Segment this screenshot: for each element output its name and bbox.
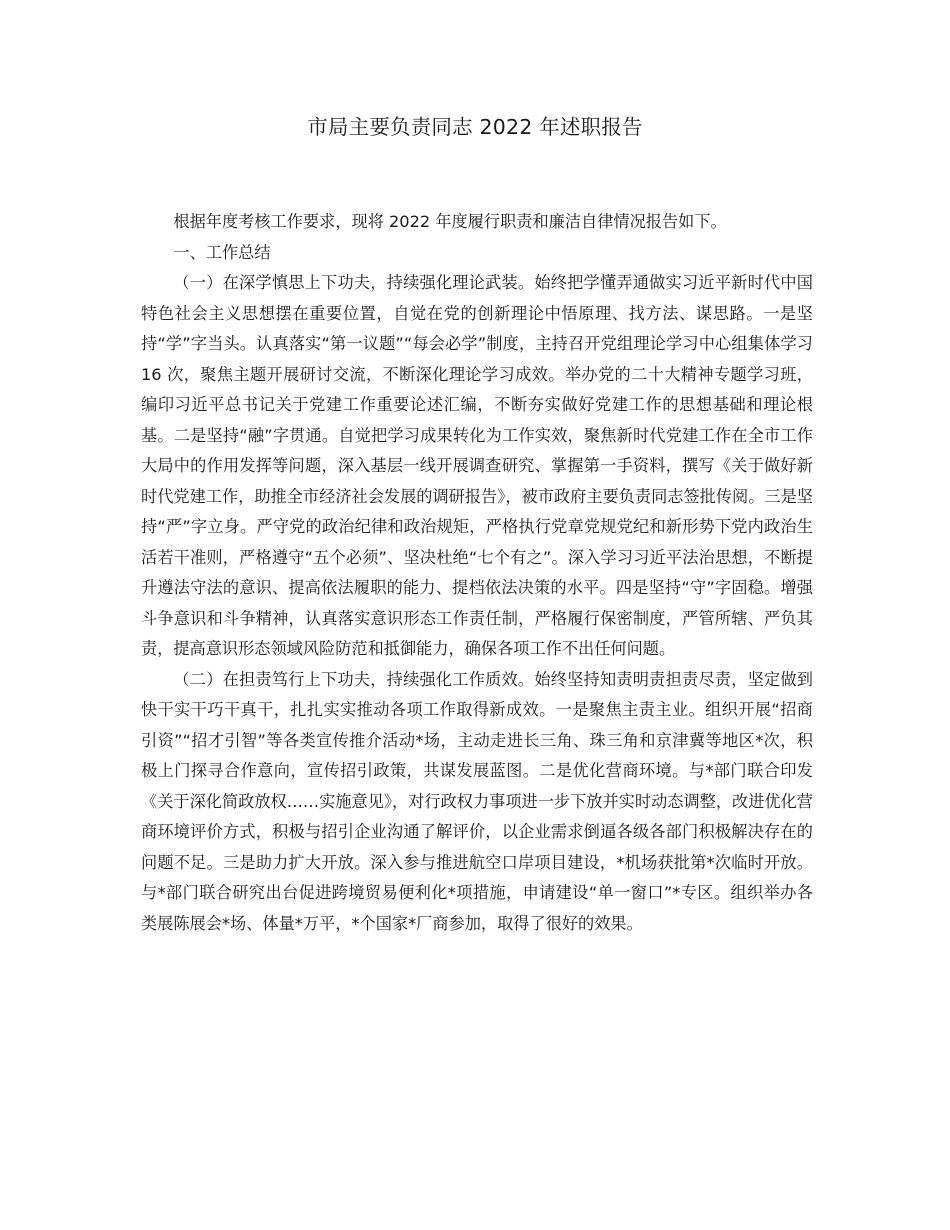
intro-paragraph: 根据年度考核工作要求，现将 2022 年度履行职责和廉洁自律情况报告如下。 bbox=[173, 212, 727, 231]
body-paragraph-part-2: （二）在担责笃行上下功夫，持续强化工作质效。始终坚持知责明责担责尽责，坚定做到快干实干巧干真干，扎扎实实推动各项工作取得新成效。一是聚焦主责主业。组织开展“招商引资”“招才引智”等各类宣传推介活动*场，主动走进长三角、珠三角和京津冀等地区*次，积极上门探寻合作意向，宣传招引政策，共谋发展蓝图。二是优化营商环境。与*部门联合印发《关于深化简政放权……实施意见》，对行政权力事项进一步下放并实时动态调整，改进优化营商环境评价方式，积极与招引企业沟通了解评价，以企业需求倒逼各级各部门积极解决存在的问题不足。三是助力扩大开放。深入参与推进航空口岸项目建设，*机场获批第*次临时开放。与*部门联合研究出台促进跨境贸易便利化*项措施，申请建设“单一窗口”*专区。组织举办各类展陈展会*场、体量*万平，*个国家*厂商参加，取得了很好的效果。 bbox=[141, 669, 813, 933]
body-paragraph-part-1: （一）在深学慎思上下功夫，持续强化理论武装。始终把学懂弄通做实习近平新时代中国特色社会主义思想摆在重要位置，自觉在党的创新理论中悟原理、找方法、谋思路。一是坚持“学”字当头。认真落实“第一议题”“每会必学”制度，主持召开党组理论学习中心组集体学习 16 次，聚焦主题开展研讨交流，不断深化理论学习成效。举办党的二十大精神专题学习班，编印习近平总书记关于党建工作重要论述汇编，不断夯实做好党建工作的思想基础和理论根基。二是坚持“融”字贯通。自觉把学习成果转化为工作实效，聚焦新时代党建工作在全市工作大局中的作用发挥等问题，深入基层一线开展调查研究、掌握第一手资料，撰写《关于做好新时代党建工作，助推全市经济社会发展的调研报告》，被市政府主要负责同志签批传阅。三是坚持“严”字立身。严守党的政治纪律和政治规矩，严格执行党章党规党纪和新形势下党内政治生活若干准则，严格遵守“五个必须”、坚决杜绝“七个有之”。深入学习习近平法治思想，不断提升遵法守法的意识、提高依法履职的能力、提档依法决策的水平。四是坚持“守”字固稳。增强斗争意识和斗争精神，认真落实意识形态工作责任制，严格履行保密制度，严管所辖、严负其责，提高意识形态领域风险防范和抵御能力，确保各项工作不出任何问题。 bbox=[141, 273, 813, 658]
document-body bbox=[141, 207, 813, 939]
document-title: 市局主要负责同志 2022 年述职报告 bbox=[307, 115, 643, 139]
section-heading: 一、工作总结 bbox=[173, 242, 271, 262]
